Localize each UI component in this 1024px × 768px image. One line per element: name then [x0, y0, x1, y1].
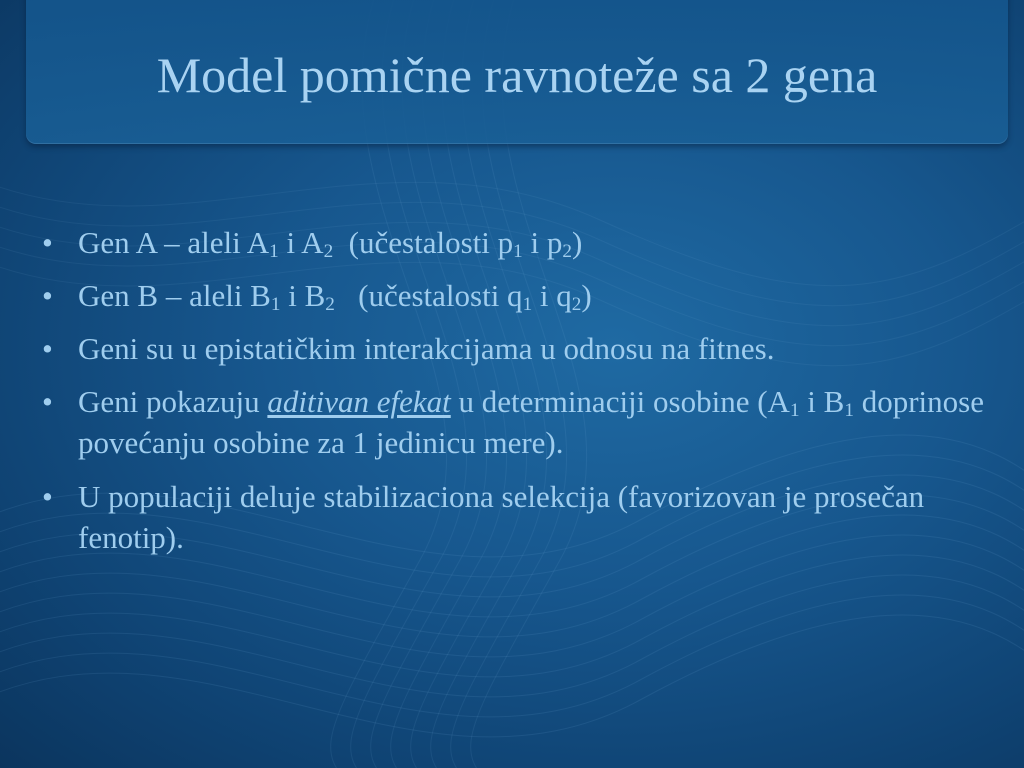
text-run: ): [581, 278, 592, 313]
bullet-stabilizing-selection: [40, 476, 990, 558]
text-run: i A: [278, 225, 324, 260]
text-run: (učestalosti q: [334, 278, 523, 313]
text-run: Geni pokazuju: [78, 384, 268, 419]
text-run: ): [571, 225, 583, 260]
text-run: i p: [522, 225, 563, 260]
text-run: doprinose povećanju osobine za 1 jedinicu mere).: [78, 384, 984, 460]
emphasized-term: aditivan efekat: [267, 384, 451, 419]
text-run: u determinaciji osobine (A: [450, 384, 790, 419]
bullet-gen-b: [40, 275, 990, 316]
text-run: i q: [532, 278, 572, 313]
subscript: 1: [522, 294, 533, 316]
bullet-gen-a: [40, 222, 990, 263]
text-run: Gen A – aleli A: [78, 225, 270, 260]
text-run: (učestalosti p: [333, 225, 514, 260]
subscript: 1: [789, 400, 800, 422]
text-run: Geni su u epistatičkim interakcijama u odnosu na fitnes.: [78, 331, 775, 366]
subscript: 1: [269, 241, 279, 263]
text-run: Gen B – aleli B: [78, 278, 271, 313]
subscript: 2: [571, 294, 582, 316]
bullet-additive-effect: [40, 381, 990, 463]
subscript: 1: [270, 294, 281, 316]
subscript: 1: [844, 400, 854, 422]
bullet-epistasis: [40, 328, 990, 369]
subscript: 2: [323, 241, 334, 263]
subscript: 1: [513, 241, 523, 263]
text-run: i B: [799, 384, 845, 419]
text-run: i B: [280, 278, 326, 313]
subscript: 2: [562, 241, 572, 263]
bullet-list: [40, 222, 990, 571]
slide-title: Model pomične ravnoteže sa 2 gena: [156, 47, 878, 103]
text-run: U populaciji deluje stabilizaciona selekcija (favorizovan je prosečan fenotip).: [78, 479, 925, 555]
subscript: 2: [325, 294, 335, 316]
